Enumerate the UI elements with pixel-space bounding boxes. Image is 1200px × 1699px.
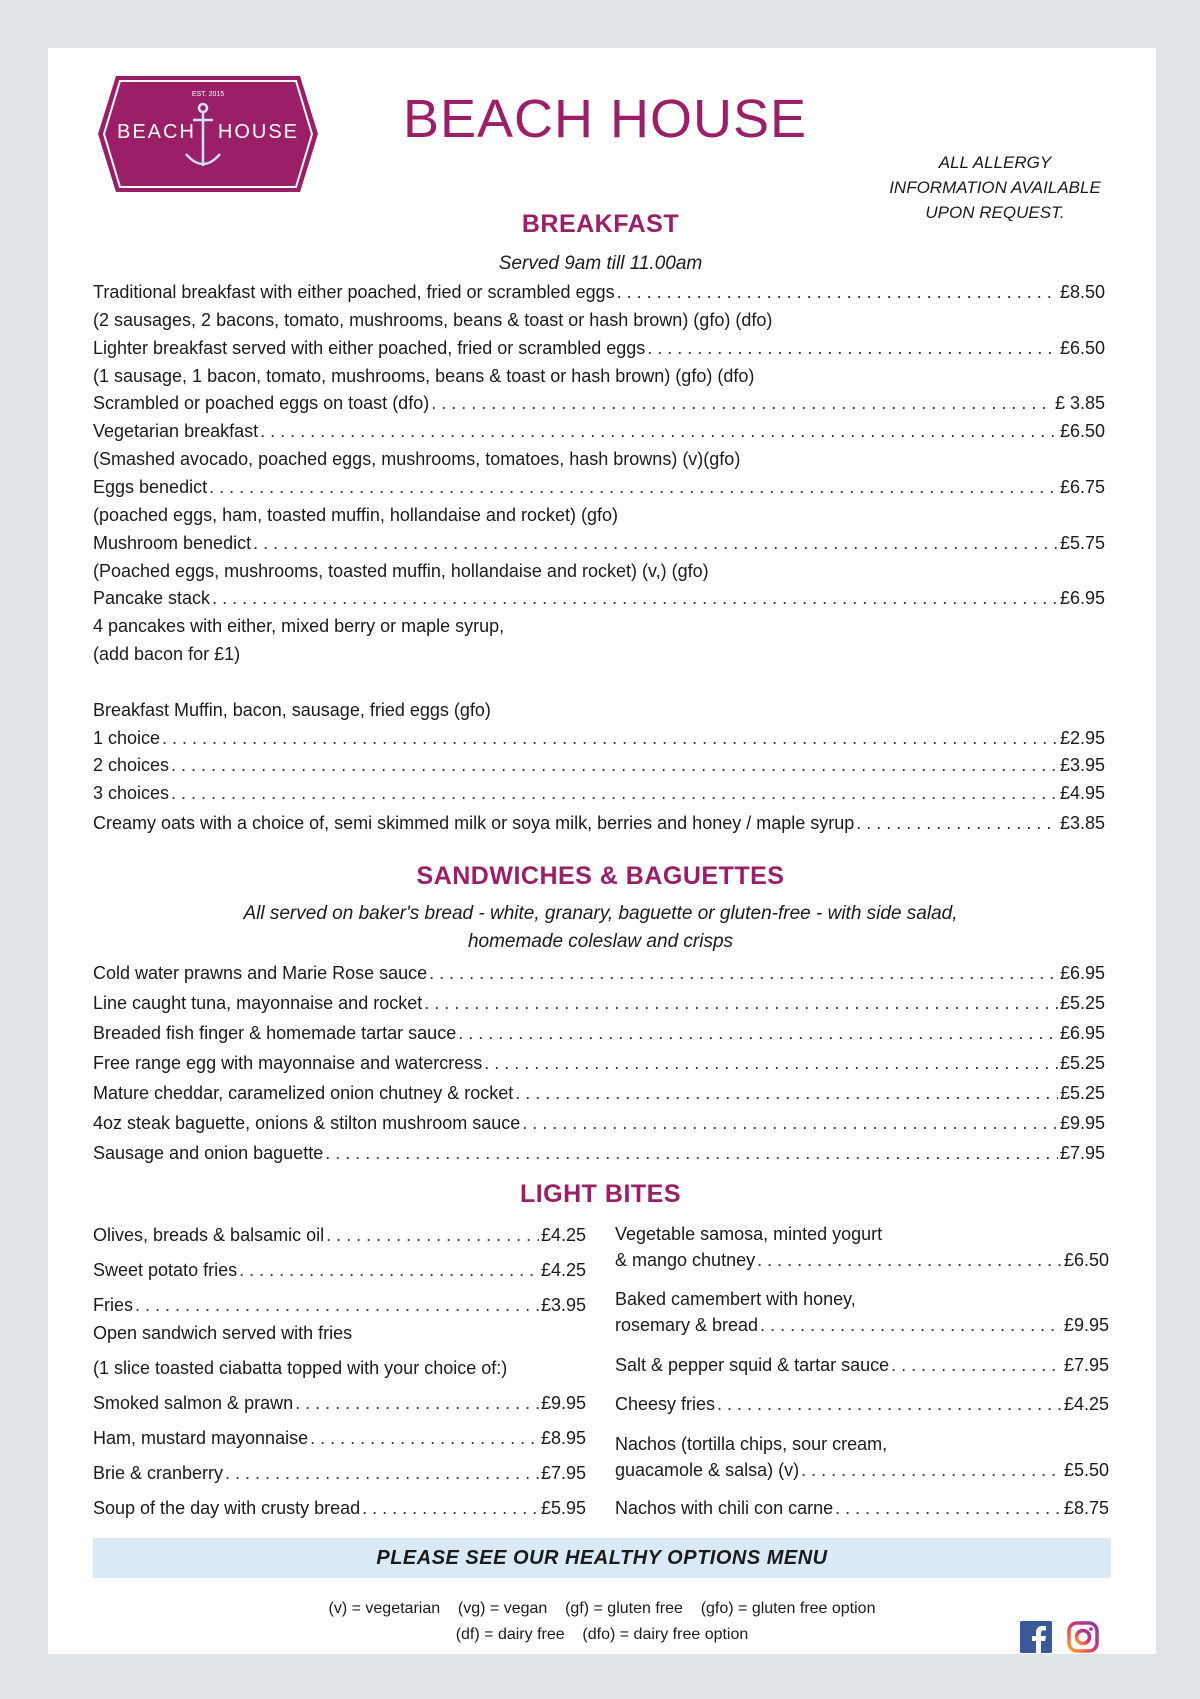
menu-item [615, 1248, 1109, 1272]
beach-house-logo [96, 74, 320, 194]
menu-item [93, 1111, 1105, 1135]
menu-item [93, 1223, 586, 1247]
item-price: £5.50 [1063, 1460, 1109, 1480]
sandwiches-subtitle: homemade coleslaw and crisps [467, 931, 734, 952]
healthy-options-banner [93, 1538, 1111, 1578]
restaurant-title: BEACH HOUSE [402, 89, 808, 149]
menu-item [93, 391, 1105, 415]
breakfast-heading: BREAKFAST [521, 210, 680, 238]
item-name: Olives, breads & balsamic oil [93, 1225, 325, 1245]
item-name: Brie & cranberry [93, 1463, 224, 1483]
menu-item [93, 1293, 586, 1317]
item-price: £9.95 [1063, 1315, 1109, 1335]
light-bites-heading: LIGHT BITES [519, 1180, 682, 1208]
item-name: Soup of the day with crusty bread [93, 1498, 361, 1518]
item-price: £4.25 [1063, 1394, 1109, 1414]
item-price: £3.85 [1059, 813, 1105, 833]
item-name: Sausage and onion baguette [93, 1143, 324, 1163]
item-description: (Smashed avocado, poached eggs, mushrooms, tomatoes, hash browns) (v)(gfo) [93, 449, 741, 469]
menu-item [93, 991, 1105, 1015]
item-name: Traditional breakfast with either poached, fried or scrambled eggs [93, 282, 615, 302]
item-price: £4.25 [540, 1225, 586, 1245]
item-price: £2.95 [1059, 728, 1105, 748]
item-name: Creamy oats with a choice of, semi skimmed milk or soya milk, berries and honey / maple syrup [93, 813, 855, 833]
item-price: £6.50 [1063, 1250, 1109, 1270]
item-price: £6.95 [1059, 588, 1105, 608]
item-description: (1 slice toasted ciabatta topped with your choice of:) [93, 1358, 508, 1378]
item-name: Scrambled or poached eggs on toast (dfo) [93, 393, 430, 413]
item-price: £8.75 [1063, 1498, 1109, 1518]
item-price: £6.95 [1059, 1023, 1105, 1043]
allergy-line: UPON REQUEST. [925, 203, 1065, 222]
item-description: (poached eggs, ham, toasted muffin, hollandaise and rocket) (gfo) [93, 505, 618, 525]
breakfast-subtitle: Served 9am till 11.00am [498, 253, 703, 274]
item-price: £4.25 [540, 1260, 586, 1280]
menu-item [93, 1496, 586, 1520]
sandwiches-heading: SANDWICHES & BAGUETTES [416, 862, 785, 890]
menu-item [93, 1051, 1105, 1075]
item-name: Salt & pepper squid & tartar sauce [615, 1355, 890, 1375]
item-name: rosemary & bread [615, 1315, 759, 1335]
menu-item [93, 726, 1105, 750]
item-name: Ham, mustard mayonnaise [93, 1428, 309, 1448]
item-price: £6.50 [1059, 338, 1105, 358]
item-description: Nachos (tortilla chips, sour cream, [615, 1434, 888, 1454]
menu-item [615, 1458, 1109, 1482]
item-price: £3.95 [1059, 755, 1105, 775]
item-name: Cheesy fries [615, 1394, 716, 1414]
item-description: 4 pancakes with either, mixed berry or maple syrup, [93, 616, 505, 636]
item-price: £6.95 [1059, 963, 1105, 983]
item-name: 1 choice [93, 728, 161, 748]
item-price: £5.25 [1059, 1083, 1105, 1103]
item-name: 4oz steak baguette, onions & stilton mushroom sauce [93, 1113, 521, 1133]
dietary-key-line: (v) = vegetarian (vg) = vegan (gf) = gluten free (gfo) = gluten free option [328, 1600, 876, 1617]
item-name: Free range egg with mayonnaise and watercress [93, 1053, 483, 1073]
item-price: £5.75 [1059, 533, 1105, 553]
item-name: Cold water prawns and Marie Rose sauce [93, 963, 428, 983]
allergy-line: ALL ALLERGY [938, 153, 1052, 172]
menu-item [93, 1021, 1105, 1045]
menu-item [93, 419, 1105, 443]
menu-item [93, 586, 1105, 610]
menu-item [93, 280, 1105, 304]
item-price: £8.95 [540, 1428, 586, 1448]
item-name: 2 choices [93, 755, 170, 775]
item-name: Mushroom benedict [93, 533, 252, 553]
item-description: (Poached eggs, mushrooms, toasted muffin, hollandaise and rocket) (v,) (gfo) [93, 561, 709, 581]
item-name: Pancake stack [93, 588, 211, 608]
logo-est-text: EST. 2015 [191, 91, 225, 98]
item-price: £5.25 [1059, 1053, 1105, 1073]
menu-item [93, 753, 1105, 777]
item-description: (add bacon for £1) [93, 644, 241, 664]
item-price: £8.50 [1059, 282, 1105, 302]
healthy-options-text: PLEASE SEE OUR HEALTHY OPTIONS MENU [376, 1546, 828, 1569]
item-description: Open sandwich served with fries [93, 1323, 353, 1343]
item-price: £4.95 [1059, 783, 1105, 803]
menu-item [615, 1313, 1109, 1337]
menu-item [93, 1081, 1105, 1105]
item-price: £6.50 [1059, 421, 1105, 441]
instagram-icon[interactable] [1067, 1621, 1099, 1653]
item-price: £9.95 [540, 1393, 586, 1413]
sandwiches-subtitle: All served on baker's bread - white, granary, baguette or gluten-free - with side salad, [243, 903, 958, 924]
logo-text-beach: BEACH [116, 121, 196, 143]
menu-item [93, 781, 1105, 805]
item-name: Eggs benedict [93, 477, 208, 497]
menu-item [615, 1353, 1109, 1377]
item-price: £9.95 [1059, 1113, 1105, 1133]
item-price: £ 3.85 [1054, 393, 1105, 413]
item-name: Smoked salmon & prawn [93, 1393, 294, 1413]
menu-item [93, 336, 1105, 360]
item-price: £7.95 [1059, 1143, 1105, 1163]
item-price: £7.95 [1063, 1355, 1109, 1375]
menu-item [93, 961, 1105, 985]
item-name: Fries [93, 1295, 133, 1315]
menu-item [93, 1426, 586, 1450]
item-price: £3.95 [540, 1295, 586, 1315]
item-price: £7.95 [540, 1463, 586, 1483]
item-description: (1 sausage, 1 bacon, tomato, mushrooms, beans & toast or hash brown) (gfo) (dfo) [93, 366, 755, 386]
item-price: £6.75 [1059, 477, 1105, 497]
item-name: Line caught tuna, mayonnaise and rocket [93, 993, 423, 1013]
menu-item [93, 531, 1105, 555]
item-name: Sweet potato fries [93, 1260, 238, 1280]
item-description: Baked camembert with honey, [615, 1289, 856, 1309]
item-name: Nachos with chili con carne [615, 1498, 834, 1518]
menu-item [615, 1496, 1109, 1520]
menu-item [615, 1392, 1109, 1416]
item-description: Breakfast Muffin, bacon, sausage, fried eggs (gfo) [93, 700, 491, 720]
item-name: Mature cheddar, caramelized onion chutney & rocket [93, 1083, 514, 1103]
menu-item [93, 811, 1105, 835]
item-name: & mango chutney [615, 1250, 756, 1270]
menu-item [93, 1141, 1105, 1165]
item-description: (2 sausages, 2 bacons, tomato, mushrooms, beans & toast or hash brown) (gfo) (dfo) [93, 310, 773, 330]
item-name: 3 choices [93, 783, 170, 803]
menu-item [93, 1258, 586, 1282]
item-name: Lighter breakfast served with either poached, fried or scrambled eggs [93, 338, 646, 358]
allergy-line: INFORMATION AVAILABLE [889, 178, 1101, 197]
item-price: £5.95 [540, 1498, 586, 1518]
facebook-icon[interactable] [1020, 1621, 1052, 1653]
item-price: £5.25 [1059, 993, 1105, 1013]
item-name: guacamole & salsa) (v) [615, 1460, 800, 1480]
menu-item [93, 475, 1105, 499]
menu-item [93, 1391, 586, 1415]
menu-item [93, 1461, 586, 1485]
item-name: Breaded fish finger & homemade tartar sauce [93, 1023, 457, 1043]
logo-text-house: HOUSE [217, 121, 300, 143]
item-name: Vegetarian breakfast [93, 421, 259, 441]
dietary-key-line: (df) = dairy free (dfo) = dairy free option [455, 1626, 749, 1643]
item-description: Vegetable samosa, minted yogurt [615, 1224, 883, 1244]
